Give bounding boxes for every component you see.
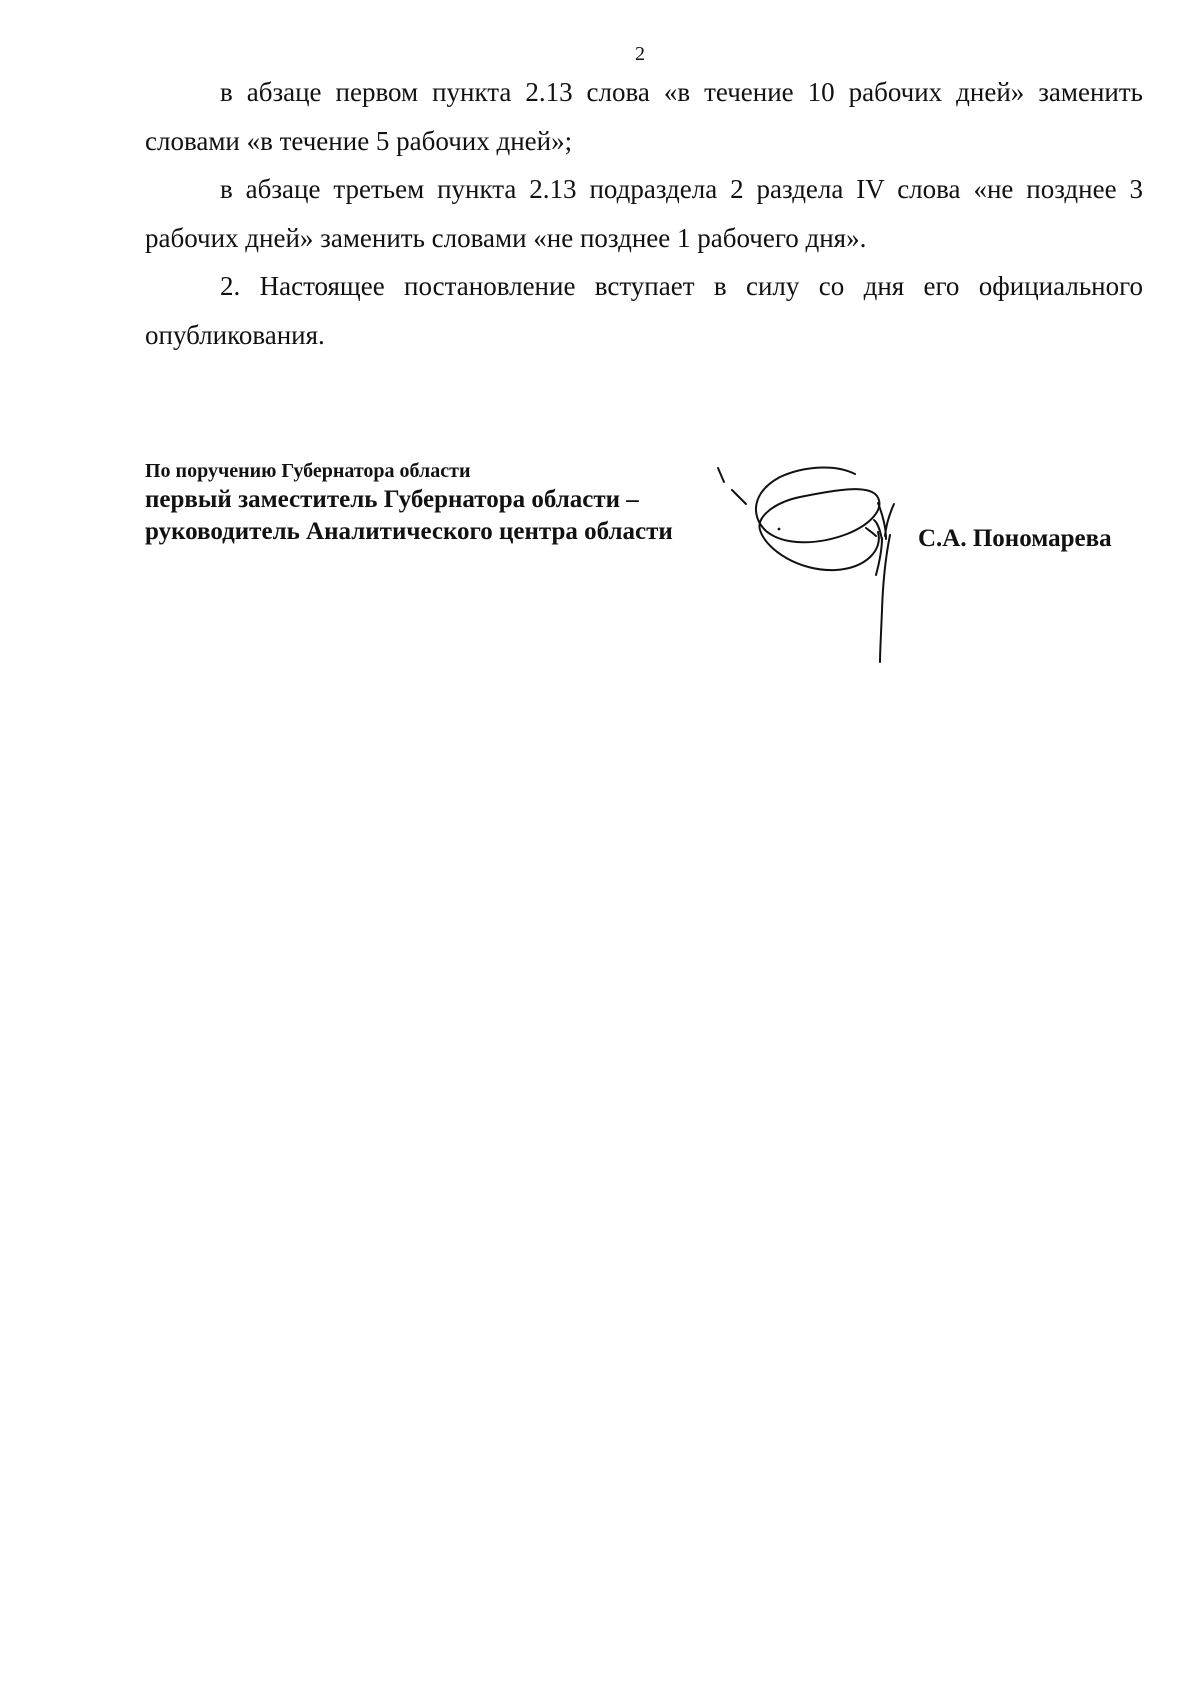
signer-position-line-2: руководитель Аналитического центра области	[145, 518, 673, 545]
paragraph-amendment-1: в абзаце первом пункта 2.13 слова «в течение 10 рабочих дней» заменить словами «в течение 5 рабочих дней»;	[145, 77, 1143, 156]
signer-name: С.А. Пономарева	[918, 525, 1112, 552]
signer-position-line-1: первый заместитель Губернатора области –	[145, 486, 639, 513]
document-body	[145, 68, 1143, 359]
paragraph-amendment-2: в абзаце третьем пункта 2.13 подраздела 2 раздела IV слова «не позднее 3 рабочих дней» заменить словами «не позднее 1 рабочего дня».	[145, 174, 1143, 253]
paragraph-effective-date: 2. Настоящее постановление вступает в силу со дня его официального опубликования.	[145, 271, 1143, 350]
signature-instruction: По поручению Губернатора области	[145, 460, 471, 482]
page-number: 2	[635, 43, 645, 65]
